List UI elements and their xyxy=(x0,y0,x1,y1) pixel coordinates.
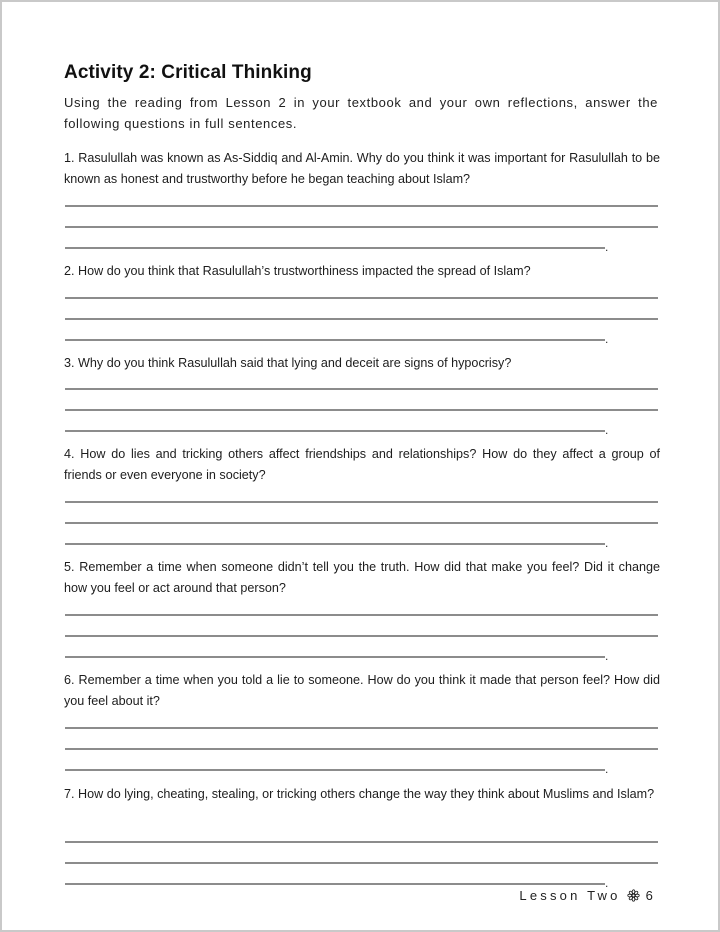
lesson-label: Lesson Two xyxy=(519,888,621,903)
answer-line[interactable] xyxy=(65,501,658,503)
answer-line[interactable] xyxy=(65,226,658,228)
question-1 xyxy=(64,148,660,254)
answer-line[interactable] xyxy=(65,247,605,249)
activity-title: Activity 2: Critical Thinking xyxy=(64,62,312,83)
question-3 xyxy=(64,353,660,437)
activity-instructions: Using the reading from Lesson 2 in your textbook and your own reflections, answer the following questions in full sentences. xyxy=(64,95,658,131)
question-7 xyxy=(64,784,660,890)
answer-line[interactable] xyxy=(65,205,658,207)
answer-end-period: . xyxy=(605,649,609,663)
answer-line[interactable] xyxy=(65,635,658,637)
answer-end-period: . xyxy=(605,423,609,437)
answer-line[interactable] xyxy=(65,543,605,545)
answer-end-period: . xyxy=(605,536,609,550)
answer-line[interactable] xyxy=(65,522,658,524)
answer-line[interactable] xyxy=(65,318,658,320)
question-text: 4. How do lies and tricking others affect friendships and relationships? How do they affect a group of friends or even everyone in society? xyxy=(64,447,660,482)
question-text: 2. How do you think that Rasulullah’s trustworthiness impacted the spread of Islam? xyxy=(64,264,531,278)
question-text: 3. Why do you think Rasulullah said that lying and deceit are signs of hypocrisy? xyxy=(64,356,512,370)
answer-line[interactable] xyxy=(65,862,658,864)
flower-ornament-icon xyxy=(627,889,640,902)
question-text: 1. Rasulullah was known as As-Siddiq and Al-Amin. Why do you think it was important for Rasulullah to be known as honest and trustworthy before he began teaching about Islam? xyxy=(64,151,660,186)
question-text: 6. Remember a time when you told a lie to someone. How do you think it made that person feel? How did you feel about it? xyxy=(64,673,660,708)
question-6 xyxy=(64,670,660,776)
answer-line[interactable] xyxy=(65,883,605,885)
answer-end-period: . xyxy=(605,240,609,254)
answer-end-period: . xyxy=(605,876,609,890)
question-4 xyxy=(64,444,660,550)
answer-line[interactable] xyxy=(65,297,658,299)
question-5 xyxy=(64,557,660,663)
answer-line[interactable] xyxy=(65,430,605,432)
answer-line[interactable] xyxy=(65,727,658,729)
question-text: 7. How do lying, cheating, stealing, or tricking others change the way they think about Muslims and Islam? xyxy=(64,787,655,801)
answer-line[interactable] xyxy=(65,841,658,843)
question-2 xyxy=(64,261,660,346)
answer-line[interactable] xyxy=(65,769,605,771)
answer-line[interactable] xyxy=(65,614,658,616)
answer-line[interactable] xyxy=(65,339,605,341)
answer-end-period: . xyxy=(605,332,609,346)
answer-line[interactable] xyxy=(65,409,658,411)
answer-end-period: . xyxy=(605,762,609,776)
page-footer xyxy=(519,888,656,903)
question-text: 5. Remember a time when someone didn’t tell you the truth. How did that make you feel? Did it change how you feel or act around that person? xyxy=(64,560,660,595)
answer-line[interactable] xyxy=(65,656,605,658)
answer-line[interactable] xyxy=(65,388,658,390)
page-number: 6 xyxy=(645,888,656,903)
answer-line[interactable] xyxy=(65,748,658,750)
